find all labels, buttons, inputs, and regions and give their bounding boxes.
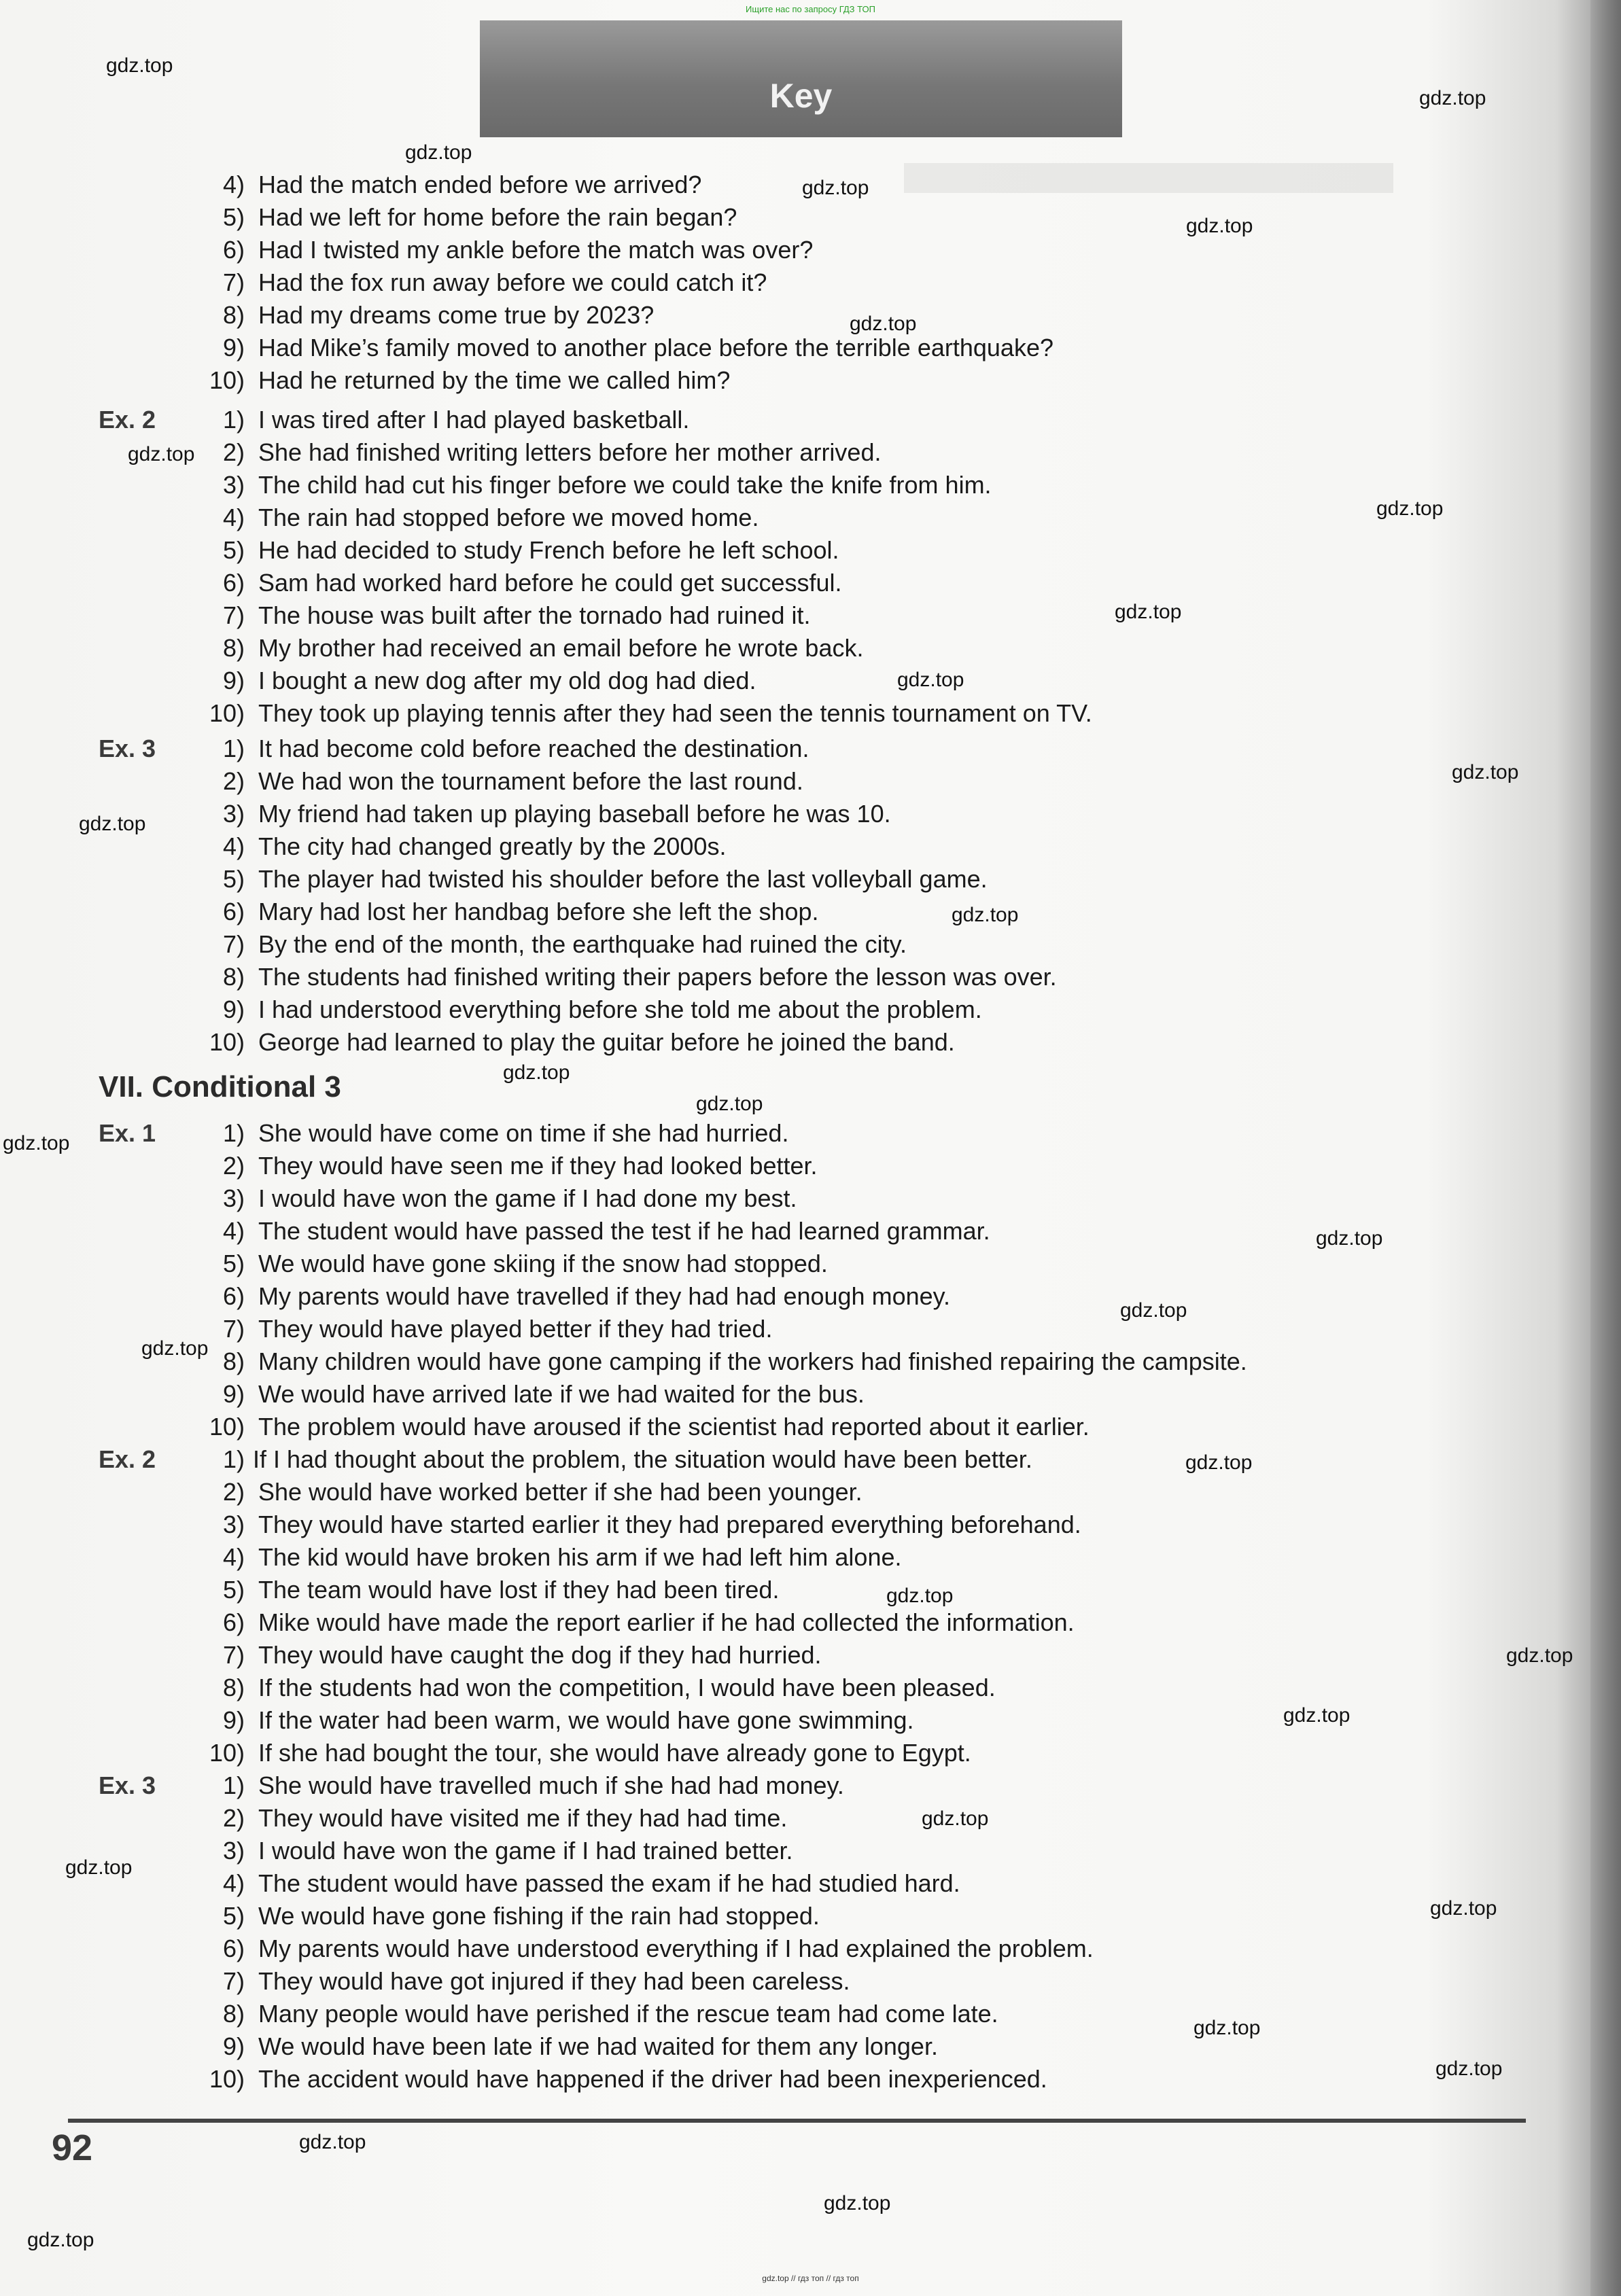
item-number: 1) — [222, 1771, 245, 1799]
item-text: My parents would have understood everything if I had explained the problem. — [258, 1935, 1094, 1962]
item-text: My parents would have travelled if they had had enough money. — [258, 1282, 950, 1310]
item-text: We would have gone skiing if the snow had stopped. — [258, 1250, 828, 1277]
item-number: 2) — [222, 1804, 245, 1832]
item-text: We would have arrived late if we had waited for the bus. — [258, 1380, 865, 1408]
watermark: gdz.top — [824, 2192, 891, 2214]
item-number: 4) — [222, 1217, 245, 1245]
item-number: 8) — [222, 1347, 245, 1375]
watermark: gdz.top — [141, 1337, 209, 1360]
watermark: gdz.top — [922, 1807, 989, 1830]
item-text: Many children would have gone camping if the workers had finished repairing the campsite. — [258, 1347, 1247, 1375]
watermark: gdz.top — [503, 1061, 570, 1084]
item-number: 3) — [222, 800, 245, 828]
item-number: 10) — [209, 699, 245, 727]
item-number: 2) — [222, 1152, 245, 1180]
watermark: gdz.top — [1283, 1704, 1350, 1727]
item-text: The player had twisted his shoulder before the last volleyball game. — [258, 865, 988, 893]
item-text: I would have won the game if I had done my best. — [258, 1184, 797, 1212]
key-banner — [480, 20, 1122, 137]
item-text: I bought a new dog after my old dog had died. — [258, 667, 756, 694]
item-number: 5) — [222, 1576, 245, 1604]
watermark: gdz.top — [1115, 601, 1182, 623]
page-number: 92 — [52, 2127, 93, 2168]
watermark: gdz.top — [128, 443, 195, 465]
exercise-label: Ex. 3 — [99, 735, 156, 762]
item-number: 9) — [222, 1380, 245, 1408]
item-text: Had we left for home before the rain began? — [258, 203, 737, 231]
item-number: 5) — [222, 865, 245, 893]
bleed-through-text — [1271, 204, 1278, 1903]
item-text: We would have been late if we had waited for them any longer. — [258, 2032, 938, 2060]
item-text: The student would have passed the exam if he had studied hard. — [258, 1869, 960, 1897]
item-text: The city had changed greatly by the 2000s. — [258, 832, 727, 860]
item-number: 1) — [222, 735, 245, 762]
watermark: gdz.top — [850, 313, 917, 335]
item-number: 9) — [222, 995, 245, 1023]
item-number: 8) — [222, 963, 245, 991]
item-number: 10) — [209, 366, 245, 394]
item-text: They would have seen me if they had looked better. — [258, 1152, 818, 1180]
item-number: 10) — [209, 1028, 245, 1056]
watermark: gdz.top — [1435, 2057, 1503, 2080]
item-text: The child had cut his finger before we could take the knife from him. — [258, 471, 992, 499]
item-text: If the students had won the competition, I would have been pleased. — [258, 1674, 996, 1701]
watermark: gdz.top — [3, 1132, 70, 1154]
item-text: Had the match ended before we arrived? — [258, 171, 702, 198]
item-number: 6) — [222, 1608, 245, 1636]
watermark: gdz.top — [952, 904, 1019, 926]
watermark: gdz.top — [802, 177, 869, 199]
item-number: 4) — [222, 171, 245, 198]
item-number: 7) — [222, 1315, 245, 1343]
watermark: gdz.top — [696, 1093, 763, 1115]
item-text: They would have got injured if they had been careless. — [258, 1967, 850, 1995]
item-text: If she had bought the tour, she would have already gone to Egypt. — [258, 1739, 971, 1767]
item-number: 6) — [222, 898, 245, 925]
item-text: The student would have passed the test if he had learned grammar. — [258, 1217, 990, 1245]
item-text: George had learned to play the guitar before he joined the band. — [258, 1028, 955, 1056]
item-text: Had he returned by the time we called him? — [258, 366, 731, 394]
item-text: She had finished writing letters before her mother arrived. — [258, 438, 882, 466]
page-edge-shadow — [1590, 0, 1621, 2296]
item-number: 4) — [222, 1543, 245, 1571]
watermark: gdz.top — [1316, 1227, 1383, 1250]
item-text: The students had finished writing their papers before the lesson was over. — [258, 963, 1057, 991]
item-number: 3) — [222, 471, 245, 499]
item-text: She would have travelled much if she had had money. — [258, 1771, 844, 1799]
item-text: My friend had taken up playing baseball before he was 10. — [258, 800, 891, 828]
item-number: 8) — [222, 634, 245, 662]
item-number: 3) — [222, 1184, 245, 1212]
bottom-note: gdz.top // гдз топ // гдз топ — [762, 2274, 859, 2283]
watermark: gdz.top — [1452, 761, 1519, 783]
item-text: The house was built after the tornado had ruined it. — [258, 601, 811, 629]
item-text: If I had thought about the problem, the situation would have been better. — [253, 1445, 1032, 1473]
section-heading: VII. Conditional 3 — [99, 1070, 341, 1103]
item-number: 7) — [222, 1641, 245, 1669]
item-number: 10) — [209, 2065, 245, 2093]
exercise-label: Ex. 2 — [99, 1445, 156, 1473]
watermark: gdz.top — [1506, 1644, 1573, 1667]
item-number: 1) — [222, 1445, 245, 1473]
item-number: 6) — [222, 1935, 245, 1962]
item-number: 7) — [222, 268, 245, 296]
item-text: Had Mike’s family moved to another place before the terrible earthquake? — [258, 334, 1053, 361]
watermark: gdz.top — [79, 813, 146, 835]
watermark: gdz.top — [299, 2131, 366, 2153]
bleed-through-heading — [904, 163, 1393, 193]
item-number: 4) — [222, 832, 245, 860]
item-text: Sam had worked hard before he could get successful. — [258, 569, 842, 597]
item-text: They would have visited me if they had had time. — [258, 1804, 788, 1832]
item-number: 3) — [222, 1511, 245, 1538]
item-number: 6) — [222, 236, 245, 264]
item-text: Many people would have perished if the rescue team had come late. — [258, 2000, 998, 2028]
item-number: 5) — [222, 203, 245, 231]
top-note: Ищите нас по запросу ГДЗ ТОП — [746, 4, 875, 14]
item-number: 5) — [222, 536, 245, 564]
item-number: 4) — [222, 504, 245, 531]
item-number: 1) — [222, 406, 245, 434]
item-text: By the end of the month, the earthquake had ruined the city. — [258, 930, 907, 958]
item-number: 2) — [222, 767, 245, 795]
item-number: 6) — [222, 1282, 245, 1310]
exercise-label: Ex. 1 — [99, 1119, 156, 1147]
item-number: 9) — [222, 667, 245, 694]
item-number: 1) — [222, 1119, 245, 1147]
item-number: 2) — [222, 438, 245, 466]
watermark: gdz.top — [405, 141, 472, 164]
item-text: The rain had stopped before we moved home. — [258, 504, 759, 531]
exercise-label: Ex. 2 — [99, 406, 156, 434]
item-number: 8) — [222, 1674, 245, 1701]
item-number: 5) — [222, 1902, 245, 1930]
item-text: The team would have lost if they had been tired. — [258, 1576, 780, 1604]
watermark: gdz.top — [65, 1856, 133, 1879]
watermark: gdz.top — [1186, 215, 1253, 237]
watermark: gdz.top — [1376, 497, 1444, 520]
watermark: gdz.top — [1193, 2017, 1261, 2039]
item-number: 7) — [222, 601, 245, 629]
footer-rule — [68, 2119, 1526, 2123]
item-number: 6) — [222, 569, 245, 597]
item-number: 10) — [209, 1413, 245, 1441]
item-text: My brother had received an email before he wrote back. — [258, 634, 864, 662]
item-number: 7) — [222, 1967, 245, 1995]
item-number: 9) — [222, 1706, 245, 1734]
watermark: gdz.top — [886, 1585, 954, 1607]
item-number: 2) — [222, 1478, 245, 1506]
key-label: Key — [769, 77, 833, 115]
item-text: Mary had lost her handbag before she left the shop. — [258, 898, 819, 925]
item-text: They would have started earlier it they had prepared everything beforehand. — [258, 1511, 1081, 1538]
item-text: I had understood everything before she told me about the problem. — [258, 995, 982, 1023]
watermark: gdz.top — [897, 669, 964, 691]
watermark: gdz.top — [1419, 87, 1486, 109]
item-text: The kid would have broken his arm if we had left him alone. — [258, 1543, 902, 1571]
item-text: Had my dreams come true by 2023? — [258, 301, 655, 329]
item-text: We would have gone fishing if the rain had stopped. — [258, 1902, 820, 1930]
exercise-label: Ex. 3 — [99, 1771, 156, 1799]
item-text: She would have worked better if she had been younger. — [258, 1478, 862, 1506]
watermark: gdz.top — [1430, 1897, 1497, 1920]
item-text: He had decided to study French before he left school. — [258, 536, 839, 564]
item-number: 8) — [222, 2000, 245, 2028]
item-text: The problem would have aroused if the scientist had reported about it earlier. — [258, 1413, 1090, 1441]
item-number: 9) — [222, 2032, 245, 2060]
item-text: They would have caught the dog if they had hurried. — [258, 1641, 822, 1669]
item-number: 5) — [222, 1250, 245, 1277]
item-text: The accident would have happened if the driver had been inexperienced. — [258, 2065, 1047, 2093]
watermark: gdz.top — [27, 2229, 94, 2251]
item-text: I would have won the game if I had trained better. — [258, 1837, 793, 1865]
item-number: 3) — [222, 1837, 245, 1865]
item-number: 8) — [222, 301, 245, 329]
item-text: They would have played better if they had tried. — [258, 1315, 773, 1343]
item-number: 4) — [222, 1869, 245, 1897]
item-text: Mike would have made the report earlier if he had collected the information. — [258, 1608, 1075, 1636]
item-number: 7) — [222, 930, 245, 958]
item-text: If the water had been warm, we would have gone swimming. — [258, 1706, 914, 1734]
item-number: 10) — [209, 1739, 245, 1767]
item-number: 9) — [222, 334, 245, 361]
watermark: gdz.top — [1185, 1451, 1253, 1474]
item-text: I was tired after I had played basketball. — [258, 406, 690, 434]
item-text: Had I twisted my ankle before the match was over? — [258, 236, 814, 264]
watermark: gdz.top — [1120, 1299, 1187, 1322]
item-text: We had won the tournament before the last round. — [258, 767, 803, 795]
item-text: They took up playing tennis after they had seen the tennis tournament on TV. — [258, 699, 1092, 727]
item-text: It had become cold before reached the destination. — [258, 735, 809, 762]
item-text: Had the fox run away before we could catch it? — [258, 268, 767, 296]
watermark: gdz.top — [106, 54, 173, 77]
item-text: She would have come on time if she had hurried. — [258, 1119, 789, 1147]
